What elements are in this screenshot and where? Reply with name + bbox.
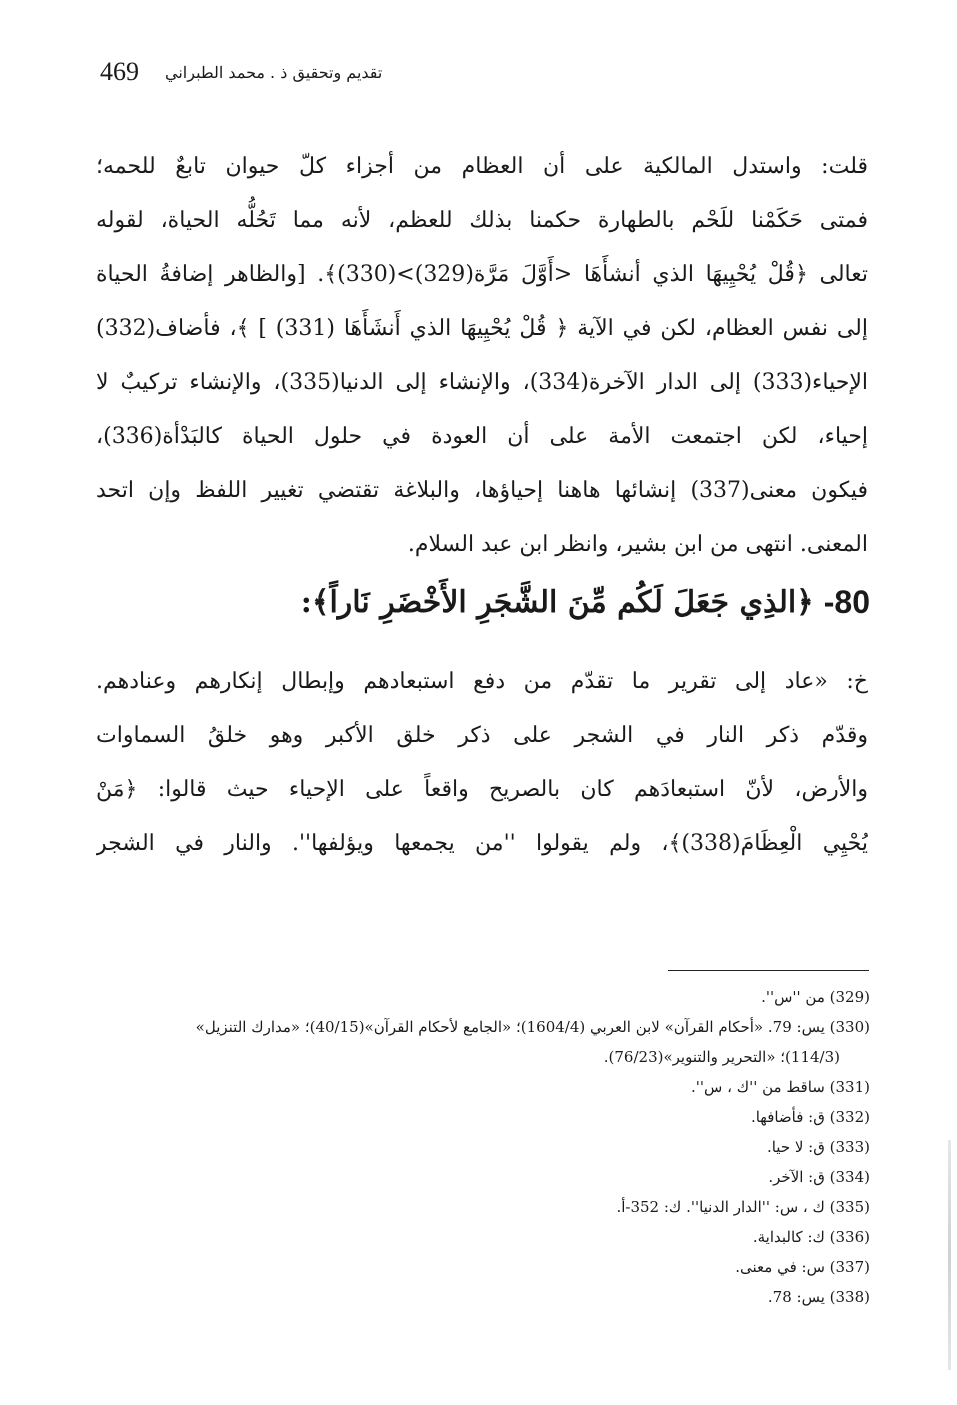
footnote: (333) ق: لا حيا. [766,1138,870,1156]
text-line: يُحْيِي الْعِظَامَ(338)﴾، ولم يقولوا ''من يجمعها ويؤلفها''. والنار في الشجر [96,831,868,856]
paragraph-1 [96,140,868,572]
paragraph-2 [96,655,868,871]
text-line: خ: «عاد إلى تقرير ما تقدّم من دفع استبعادهم وإبطال إنكارهم وعنادهم. [96,669,868,694]
text-line: إحياء، لكن اجتمعت الأمة على أن العودة في حلول الحياة كالبَدْأة(336)، [96,424,868,449]
footnote: (330) يس: 79. «أحكام القرآن» لابن العربي (1604/4)؛ «الجامع لأحكام القرآن»(40/15)؛ «مدارك التنزيل» [195,1018,870,1036]
footnote-continuation: (114/3)؛ «التحرير والتنوير»(76/23). [603,1048,840,1066]
section-heading [300,572,870,632]
text-line: تعالى ﴿قُلْ يُحْيِيهَا الذي أنشأَهَا <أَوَّلَ مَرَّة(329)>(330)﴾. [والظاهر إضافةُ الحياة [96,262,868,287]
running-head: تقديم وتحقيق ذ . محمد الطبراني [165,62,383,82]
text-line: قلت: واستدل المالكية على أن العظام من أجزاء كلّ حيوان تابعٌ للحمه؛ [96,154,868,179]
footnote: (337) س: في معنى. [735,1258,870,1276]
text-line: الإحياء(333) إلى الدار الآخرة(334)، والإنشاء إلى الدنيا(335)، والإنشاء تركيبٌ لا [96,370,868,395]
text-line: والأرض، لأنّ استبعادَهم كان بالصريح واقعاً على الإحياء حيث قالوا: ﴿مَنْ [96,777,868,802]
footnote: (331) ساقط من ''ك ، س''. [691,1078,870,1096]
footnote-divider [668,970,869,971]
page-number: 469 [100,57,139,86]
footnote: (338) يس: 78. [767,1288,870,1306]
section-verse: ﴿الذِي جَعَلَ لَكُم مِّنَ الشَّجَرِ الأَخْضَرِ نَاراً﴾: [300,584,814,620]
footnote: (336) ك: كالبداية. [752,1228,870,1246]
footnote: (334) ق: الآخر. [768,1168,870,1186]
text-line: وقدّم ذكر النار في الشجر على ذكر خلق الأكبر وهو خلقُ السماوات [96,723,868,748]
text-line: فيكون معنى(337) إنشائها هاهنا إحياؤها، والبلاغة تقتضي تغيير اللفظ وإن اتحد [96,478,868,503]
text-line: فمتى حَكَمْنا للَحْم بالطهارة حكمنا بذلك للعظم، لأنه مما تَحُلُّه الحياة، لقوله [96,208,868,233]
footnote: (332) ق: فأضافها. [750,1108,870,1126]
footnote: (335) ك ، س: ''الدار الدنيا''. ك: 352-أ. [616,1198,870,1216]
text-line: إلى نفس العظام، لكن في الآية ﴿ قُلْ يُحْيِيهَا الذي أَنشَأَهَا (331) ] ﴾، فأضاف(332) [96,316,868,341]
footnote: (329) من ''س''. [761,988,870,1006]
page-header [100,52,400,92]
page-edge-shadow [948,1140,951,1370]
text-line: المعنى. انتهى من ابن بشير، وانظر ابن عبد السلام. [407,532,868,557]
footnotes [100,982,870,1312]
section-number: 80- [823,583,870,620]
